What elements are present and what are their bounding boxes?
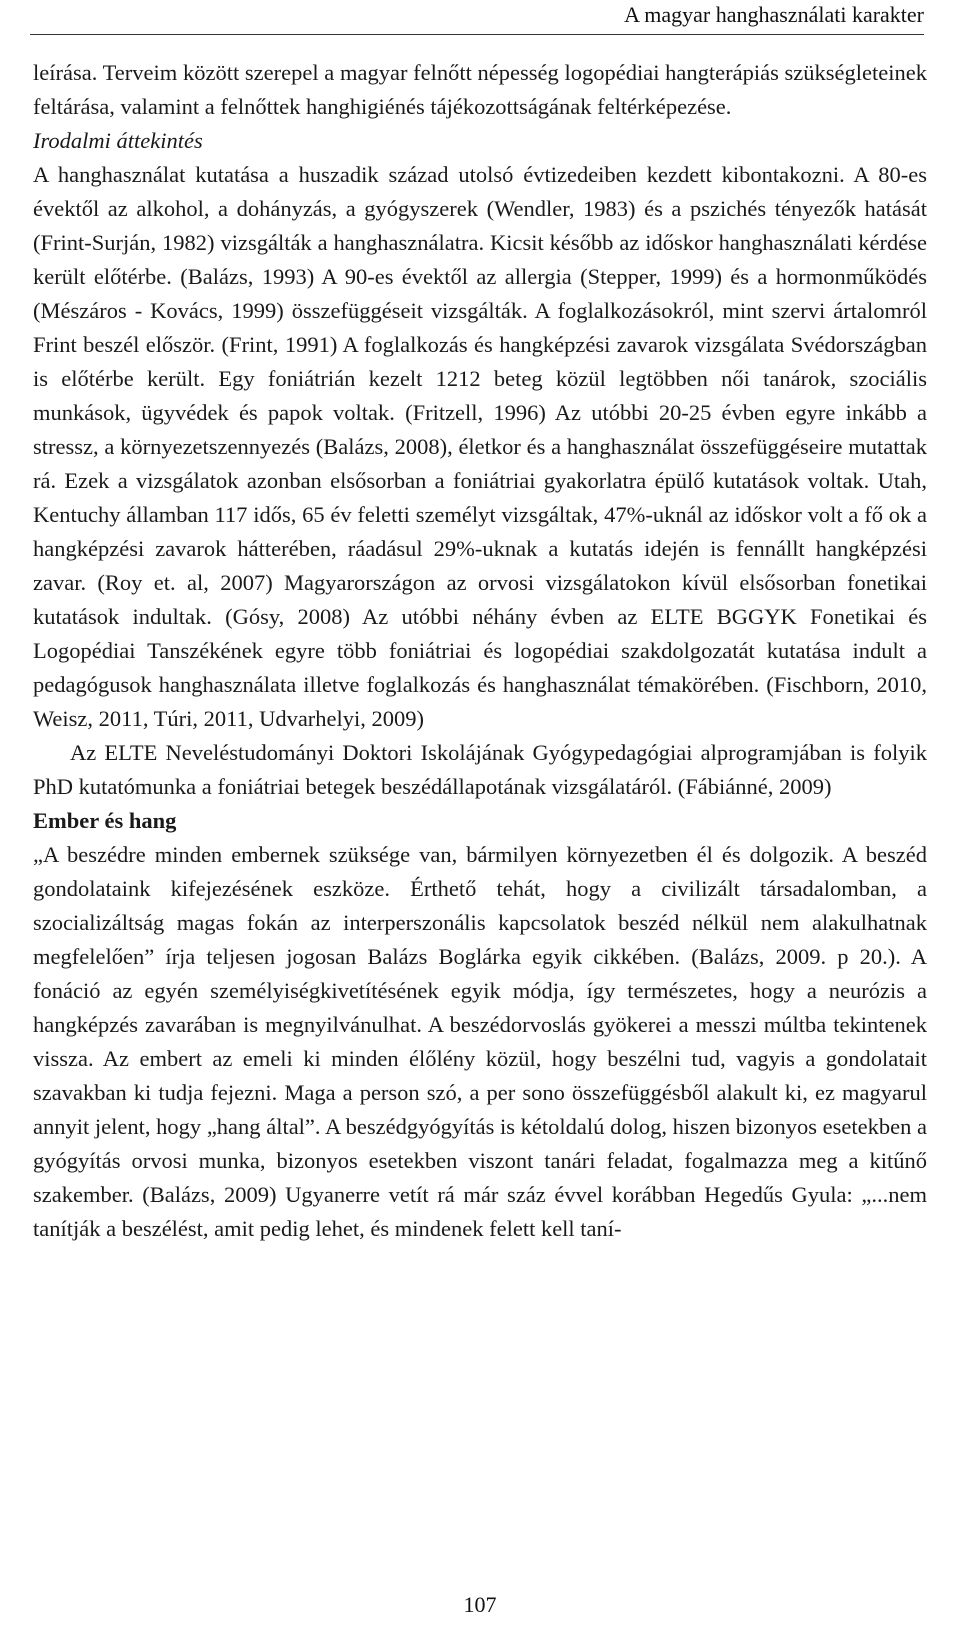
header-rule bbox=[30, 34, 924, 35]
literature-paragraph-2: Az ELTE Neveléstudományi Doktori Iskolájának Gyógypedagógiai alprogramjában is folyik PhD kutatómunka a foniátriai betegek beszédállapotának vizsgálatáról. (Fábiánné, 2009) bbox=[33, 740, 927, 799]
running-header: A magyar hanghasználati karakter bbox=[624, 2, 924, 27]
voice-paragraph: „A beszédre minden embernek szüksége van, bármilyen környezetben él és dolgozik. A beszéd gondolataink kifejezésének eszköze. Érthető tehát, hogy a civilizált társadalomban, a szocializáltság magas fokán az interperszonális kapcsolatok beszéd nélkül nem alakulhatnak megfelelően” írja teljesen jogosan Balázs Boglárka egyik cikkében. (Balázs, 2009. p 20.). A fonáció az egyén személyiségkivetítésének egyik módja, így természetes, hogy a neurózis a hangképzés zavarában is megnyilvánulhat. A beszédorvoslás gyökerei a messzi múltba tekintenek vissza. Az embert az emeli ki minden élőlény közül, hogy beszélni tud, vagyis a gondolatait szavakban ki tudja fejezni. Maga a person szó, a per sono összefüggésből alakult ki, ez magyarul annyit jelent, hogy „hang által”. A beszédgyógyítás is kétoldalú dolog, hiszen bizonyos esetekben a gyógyítás orvosi munka, bizonyos esetekben viszont tanári feladat, fogalmazza meg a kitűnő szakember. (Balázs, 2009) Ugyanerre vetít rá már száz évvel korábban Hegedűs Gyula: „...nem tanítják a beszélést, amit pedig lehet, és mindenek felett kell taní- bbox=[33, 842, 927, 1241]
voice-heading: Ember és hang bbox=[33, 808, 177, 833]
intro-paragraph: leírása. Terveim között szerepel a magyar felnőtt népesség logopédiai hangterápiás szükségleteinek feltárása, valamint a felnőttek hanghigiénés tájékozottságának feltérképezése. bbox=[33, 60, 927, 119]
page-number: 107 bbox=[463, 1592, 497, 1617]
literature-heading: Irodalmi áttekintés bbox=[33, 128, 203, 153]
literature-paragraph-1: A hanghasználat kutatása a huszadik század utolsó évtizedeiben kezdett kibontakozni. A 80-es évektől az alkohol, a dohányzás, a gyógyszerek (Wendler, 1983) és a pszichés tényezők hatását (Frint-Surján, 1982) vizsgálták a hanghasználatra. Kicsit később az időskor hanghasználati kérdése került előtérbe. (Balázs, 1993) A 90-es évektől az allergia (Stepper, 1999) és a hormonműködés (Mészáros - Kovács, 1999) összefüggéseit vizsgálták. A foglalkozásokról, mint szervi ártalomról Frint beszél először. (Frint, 1991) A foglalkozás és hangképzési zavarok vizsgálata Svédországban is előtérbe került. Egy foniátrián kezelt 1212 beteg közül legtöbben női tanárok, szociális munkások, ügyvédek és papok voltak. (Fritzell, 1996) Az utóbbi 20-25 évben egyre inkább a stressz, a környezetszennyezés (Balázs, 2008), életkor és a hanghasználat összefüggéseire mutattak rá. Ezek a vizsgálatok azonban elsősorban a foniátriai gyakorlatra épülő kutatások voltak. Utah, Kentuchy államban 117 idős, 65 év feletti személyt vizsgáltak, 47%-uknál az időskor volt a fő ok a hangképzési zavarok hátterében, ráadásul 29%-uknak a kutatás idején is fennállt hangképzési zavar. (Roy et. al, 2007) Magyarországon az orvosi vizsgálatokon kívül elsősorban fonetikai kutatások indultak. (Gósy, 2008) Az utóbbi néhány évben az ELTE BGGYK Fonetikai és Logopédiai Tanszékének egyre több foniátriai és logopédiai szakdolgozatát kutatása indult a pedagógusok hanghasználata illetve foglalkozás és hanghasználat témakörében. (Fischborn, 2010, Weisz, 2011, Túri, 2011, Udvarhelyi, 2009) bbox=[33, 162, 927, 731]
body-text bbox=[33, 56, 927, 1246]
